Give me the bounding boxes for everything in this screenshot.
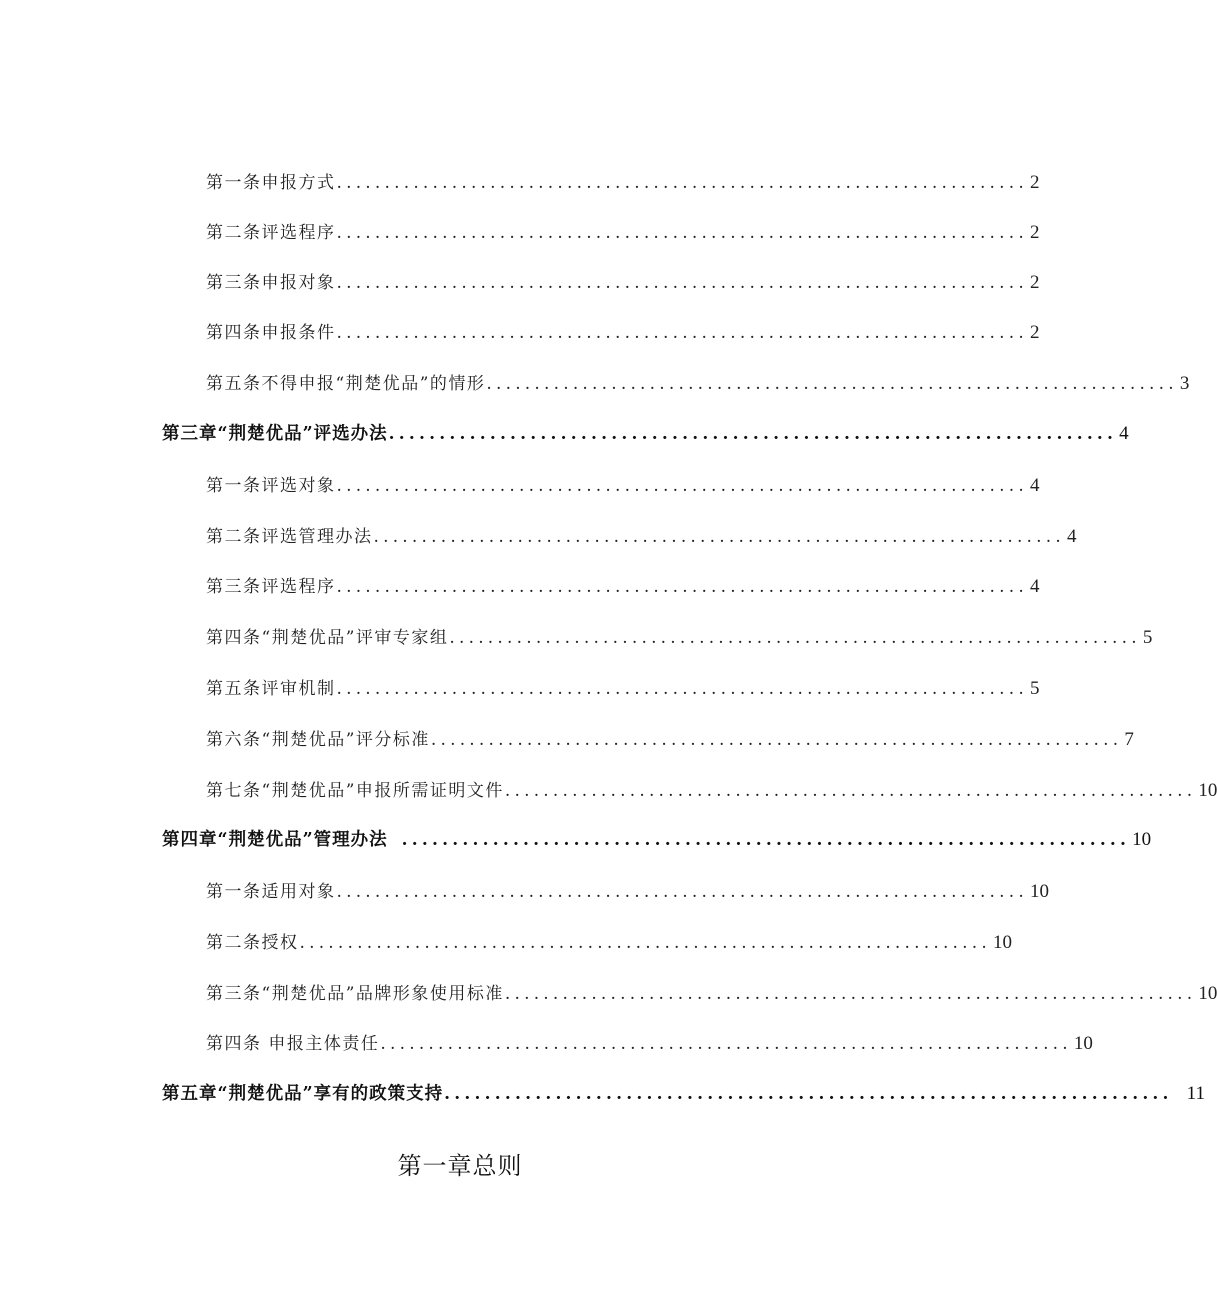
toc-entry-title: 第二条评选程序 [206, 223, 336, 243]
toc-leader-dots: ........................................................................ [380, 1034, 1072, 1054]
toc-entry-title: 第一条评选对象 [206, 476, 336, 496]
toc-entry[interactable] [206, 725, 1134, 755]
toc-entry-title: 第四条 申报主体责任 [206, 1034, 380, 1054]
toc-entry-title: 第一条申报方式 [206, 173, 336, 193]
toc-page-number: 10 [1132, 829, 1152, 850]
toc-entry[interactable] [206, 877, 1049, 907]
toc-entry[interactable] [206, 318, 1040, 348]
toc-chapter-entry[interactable] [162, 1080, 1205, 1110]
toc-page-number: 10 [1198, 780, 1217, 801]
toc-leader-dots: ........................................................................ [401, 830, 1131, 850]
toc-entry-title: 第三条“荆楚优品”品牌形象使用标准 [206, 984, 504, 1004]
toc-entry[interactable] [206, 776, 1217, 806]
toc-leader-dots: ........................................................................ [444, 1084, 1173, 1104]
toc-chapter-title: 第四章“荆楚优品”管理办法 [162, 830, 388, 850]
toc-leader-dots: ........................................................................ [336, 273, 1028, 293]
toc-leader-dots: ........................................................................ [486, 374, 1178, 394]
toc-page-number: 10 [1029, 881, 1049, 902]
toc-page-number: 11 [1186, 1083, 1205, 1104]
toc-entry[interactable] [206, 979, 1217, 1009]
toc-entry-title: 第五条评审机制 [206, 679, 336, 699]
toc-entry-title: 第三条评选程序 [206, 577, 336, 597]
toc-chapter-entry[interactable] [162, 420, 1129, 450]
toc-page-number: 10 [1198, 983, 1217, 1004]
toc-entry-title: 第六条“荆楚优品”评分标准 [206, 730, 430, 750]
toc-page-number: 2 [1029, 322, 1040, 343]
toc-entry[interactable] [206, 522, 1077, 552]
toc-leader-dots: ........................................................................ [336, 882, 1028, 902]
toc-entry[interactable] [206, 623, 1153, 653]
toc-page-number: 5 [1029, 678, 1040, 699]
toc-entry-title: 第一条适用对象 [206, 882, 336, 902]
toc-entry-title: 第四条申报条件 [206, 323, 336, 343]
chapter-heading: 第一章总则 [397, 1152, 523, 1180]
toc-leader-dots: ........................................................................ [388, 424, 1118, 444]
toc-chapter-entry[interactable] [162, 826, 1152, 856]
toc-page-number: 10 [1073, 1033, 1093, 1054]
toc-leader-dots: ........................................................................ [430, 730, 1123, 750]
toc-page-number: 4 [1029, 576, 1040, 597]
toc-entry[interactable] [206, 268, 1040, 298]
toc-entry[interactable] [206, 928, 1012, 958]
toc-leader-dots: ........................................................................ [504, 984, 1197, 1004]
toc-chapter-title: 第五章“荆楚优品”享有的政策支持 [162, 1084, 444, 1104]
toc-entry[interactable] [206, 471, 1040, 501]
toc-leader-dots: ........................................................................ [336, 679, 1028, 699]
toc-leader-dots: ........................................................................ [336, 577, 1028, 597]
toc-page-number: 2 [1029, 172, 1040, 193]
toc-leader-dots: ........................................................................ [299, 933, 991, 953]
toc-page-number: 2 [1029, 272, 1040, 293]
toc-page-number: 7 [1124, 729, 1134, 750]
toc-entry-title: 第二条评选管理办法 [206, 527, 373, 547]
toc-entry[interactable] [206, 369, 1190, 399]
toc-entry[interactable] [206, 168, 1040, 198]
toc-entry[interactable] [206, 218, 1040, 248]
toc-entry-title: 第五条不得申报“荆楚优品”的情形 [206, 374, 486, 394]
toc-leader-dots: ........................................................................ [336, 173, 1028, 193]
toc-page-number: 5 [1142, 627, 1153, 648]
toc-leader-dots: ........................................................................ [336, 476, 1028, 496]
toc-entry-title: 第二条授权 [206, 933, 299, 953]
toc-chapter-title: 第三章“荆楚优品”评选办法 [162, 424, 388, 444]
toc-entry[interactable] [206, 572, 1040, 602]
toc-entry[interactable] [206, 674, 1040, 704]
toc-leader-dots: ........................................................................ [449, 628, 1141, 648]
toc-entry-title: 第四条“荆楚优品”评审专家组 [206, 628, 449, 648]
toc-page-number: 3 [1179, 373, 1190, 394]
toc-page-number: 2 [1029, 222, 1040, 243]
toc-leader-dots: ........................................................................ [336, 323, 1028, 343]
toc-page-number: 4 [1029, 475, 1040, 496]
toc-page-number: 4 [1066, 526, 1077, 547]
toc-leader-dots: ........................................................................ [504, 781, 1197, 801]
toc-entry-title: 第三条申报对象 [206, 273, 336, 293]
toc-entry[interactable] [206, 1029, 1093, 1059]
toc-leader-dots: ........................................................................ [373, 527, 1065, 547]
toc-page-number: 10 [992, 932, 1012, 953]
toc-page-number: 4 [1119, 423, 1129, 444]
toc-entry-title: 第七条“荆楚优品”申报所需证明文件 [206, 781, 504, 801]
toc-leader-dots: ........................................................................ [336, 223, 1028, 243]
